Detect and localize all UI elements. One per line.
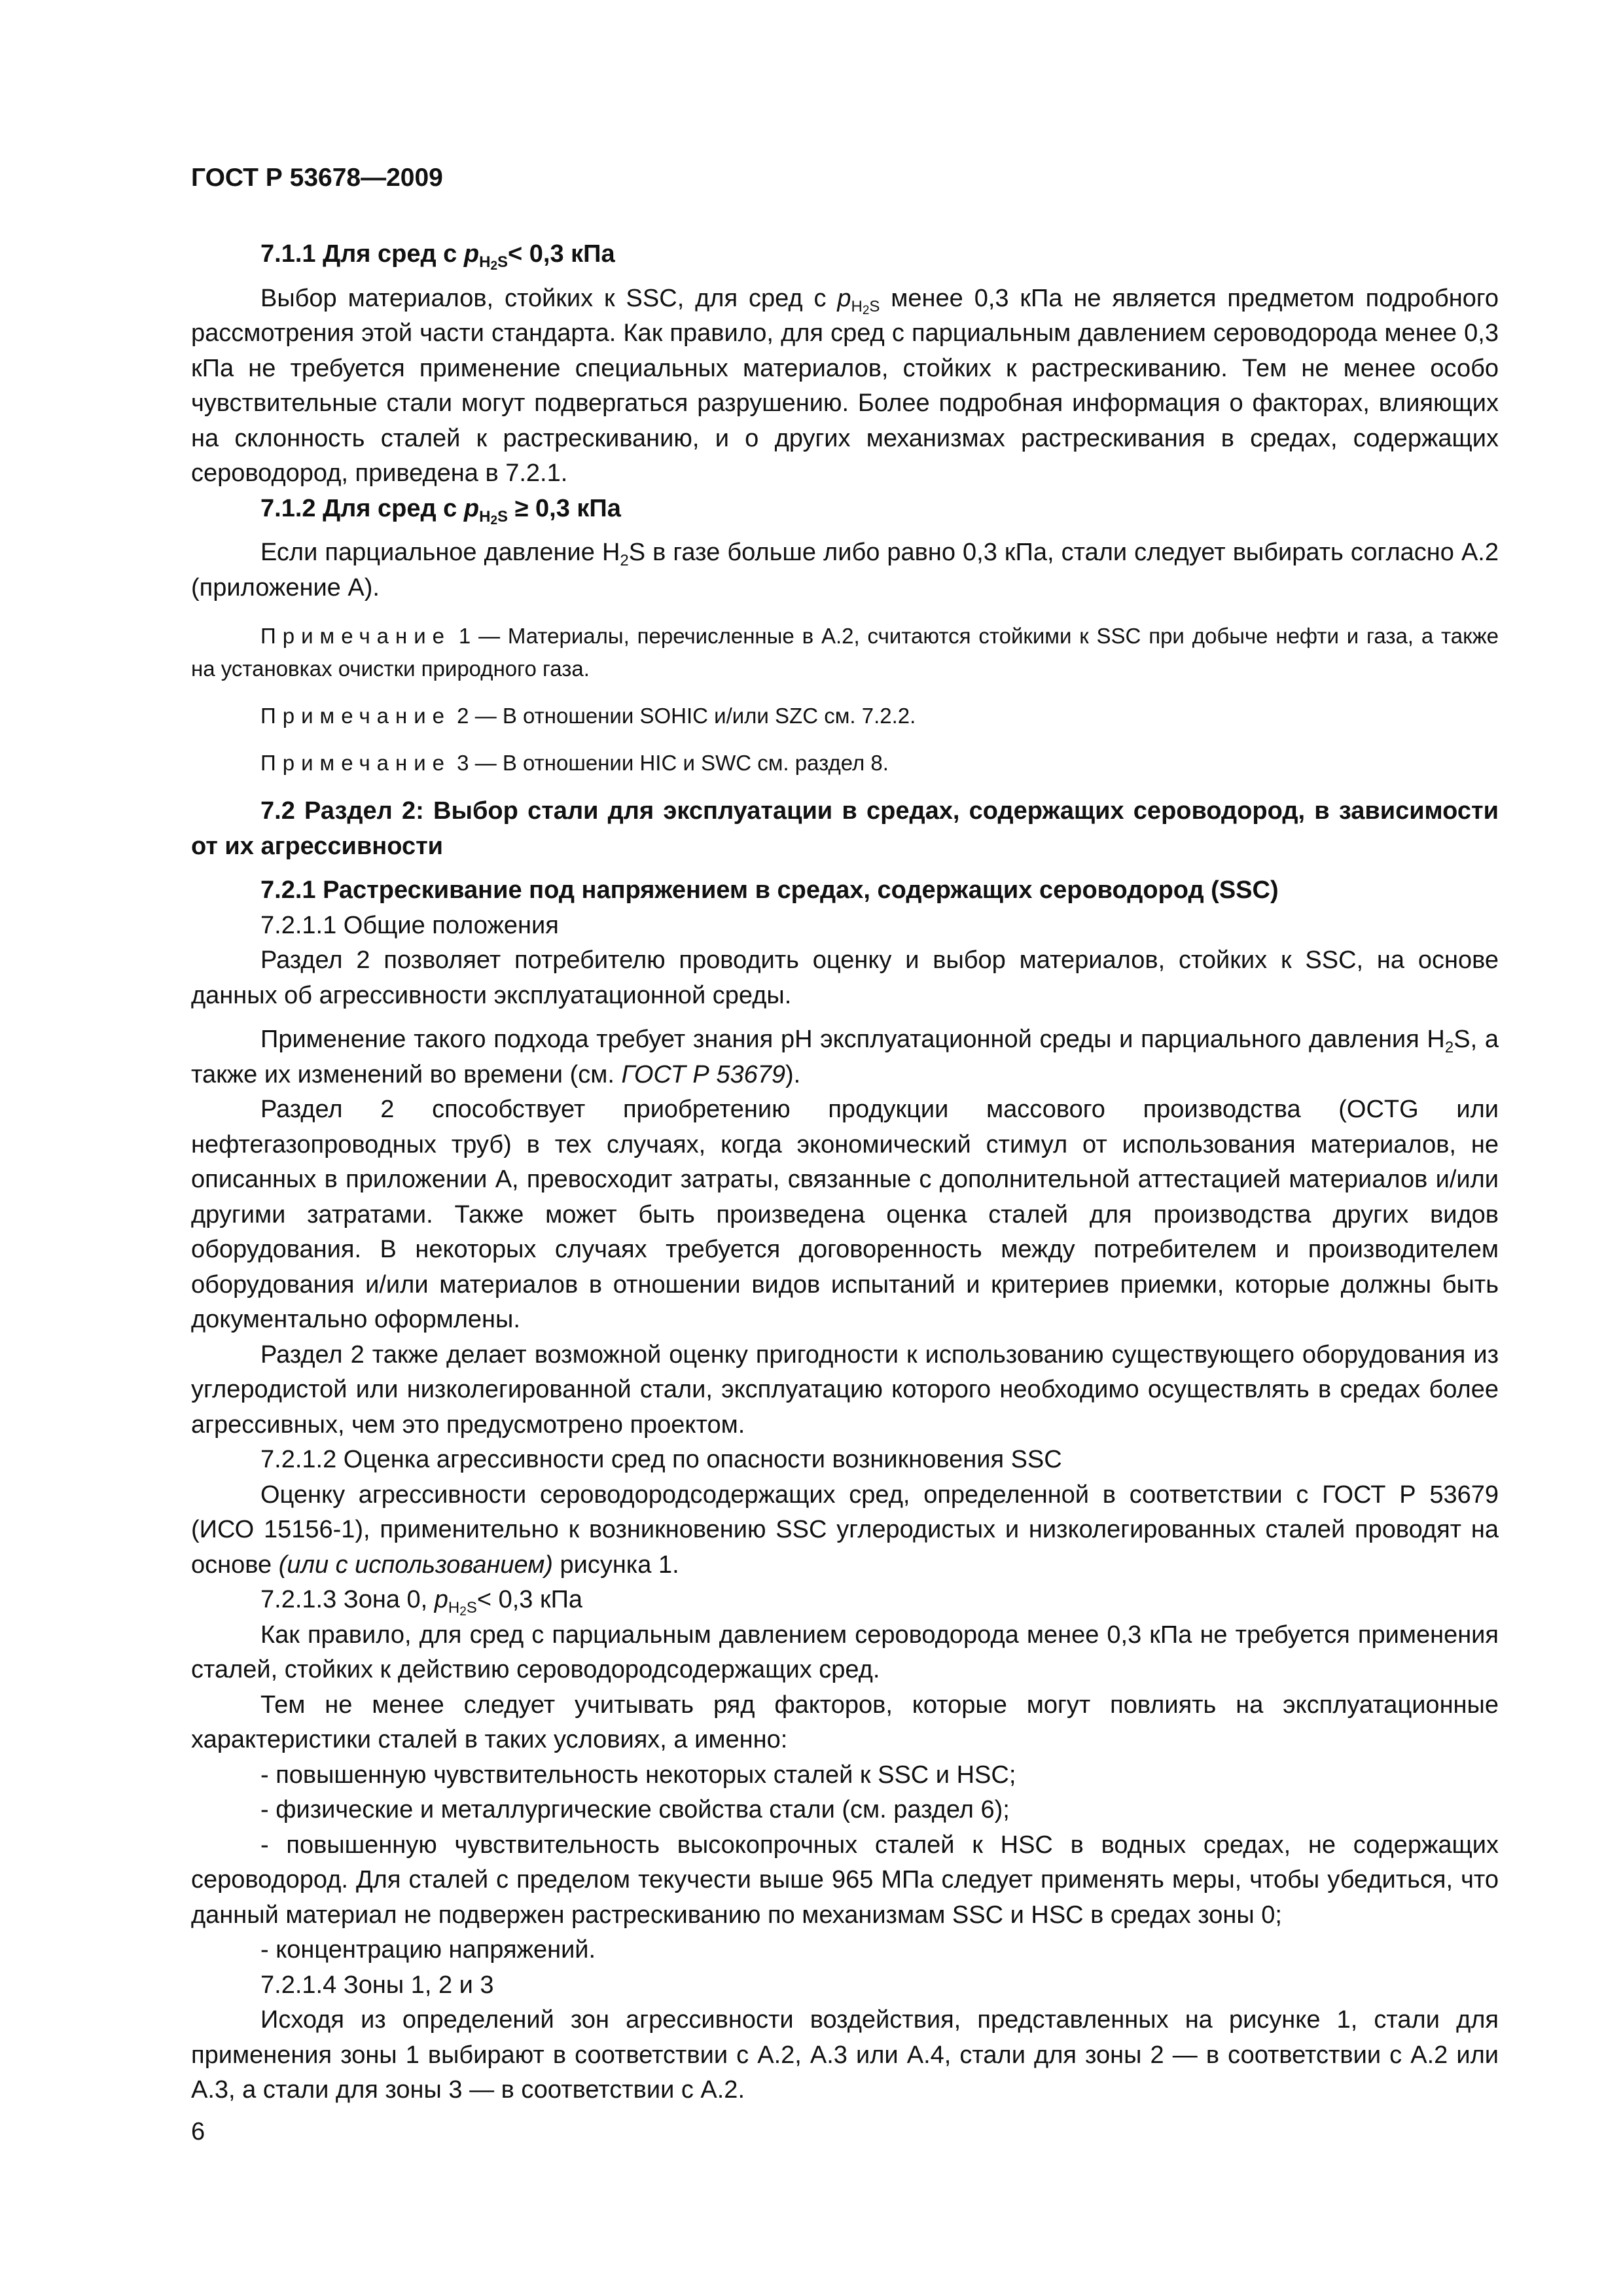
formula-h: H	[479, 253, 491, 271]
formula-p: p	[463, 240, 480, 268]
note-text: 3 — В отношении HIC и SWC см. раздел 8.	[451, 751, 889, 775]
text-run: Выбор материалов, стойких к SSC, для сред с	[260, 284, 838, 312]
formula-2: 2	[490, 513, 498, 528]
note-2	[191, 700, 1499, 732]
paragraph: Как правило, для сред с парциальным давлением сероводорода менее 0,3 кПа не требуется применения сталей, стойких к действию сероводородсодержащих сред.	[191, 1621, 1499, 1683]
text-run-italic: (или с использованием)	[278, 1551, 553, 1579]
heading-text: ≥ 0,3 кПа	[508, 494, 621, 522]
formula-p: p	[837, 284, 851, 312]
heading-text: 7.1.2 Для сред с	[260, 494, 464, 522]
formula-2: 2	[1444, 1039, 1454, 1056]
note-label: Примечание	[260, 624, 452, 648]
heading-7-1-2	[191, 492, 1499, 527]
text-run: < 0,3 кПа	[476, 1586, 583, 1613]
subheading-7-2-1-3	[191, 1583, 1499, 1618]
paragraph: Раздел 2 также делает возможной оценку пригодности к использованию существующего оборудования из углеродистой или низколегированной стали, эксплуатацию которого необходимо осуществлять в средах более агрессивных, чем это предусмотрено проектом.	[191, 1340, 1499, 1439]
subheading-7-2-1-2: 7.2.1.2 Оценка агрессивности сред по опасности возникновения SSC	[260, 1446, 1062, 1473]
note-text: 1 — Материалы, перечисленные в А.2, считаются стойкими к SSC при добыче нефти и газа, а также на установках очистки природного газа.	[191, 624, 1499, 681]
formula-2: 2	[862, 303, 870, 317]
subheading-7-2-1-1: 7.2.1.1 Общие положения	[260, 911, 559, 939]
formula-s: S	[466, 1599, 477, 1617]
document-body	[191, 237, 1499, 2108]
formula-p: p	[463, 494, 480, 522]
formula-p: p	[434, 1586, 448, 1613]
paragraph	[191, 281, 1499, 492]
formula-s: S	[497, 507, 508, 526]
document-header: ГОСТ Р 53678—2009	[191, 164, 443, 192]
subheading-7-2-1-4: 7.2.1.4 Зоны 1, 2 и 3	[260, 1971, 494, 1999]
page-number: 6	[191, 2118, 205, 2145]
text-run: ).	[785, 1060, 801, 1088]
text-run: Оценку агрессивности сероводородсодержащих сред, определенной в соответствии с ГОСТ Р 53679 (ИСО 15156-1), применительно к возникновению SSC углеродистых и низколегированных сталей проводят на основе	[191, 1480, 1499, 1579]
heading-7-2: 7.2 Раздел 2: Выбор стали для эксплуатации в средах, содержащих сероводород, в зависимости от их агрессивности	[191, 797, 1499, 860]
text-run: менее 0,3 кПа не является предметом подробного рассмотрения этой части стандарта. Как правило, для сред с парциальным давлением сероводорода менее 0,3 кПа не требуется применение специальных материалов, стойких к растрескиванию. Тем не менее особо чувствительные стали могут подвергаться разрушению. Более подробная информация о факторах, влияющих на склонность сталей к растрескиванию, и о других механизмах растрескивания в средах, содержащих сероводород, приведена в 7.2.1.	[191, 284, 1499, 487]
formula-2: 2	[459, 1605, 467, 1619]
formula-h: H	[448, 1599, 460, 1617]
formula-s: S	[497, 253, 508, 271]
formula-h: H	[479, 507, 491, 526]
text-run: S, а также их изменений во времени (см.	[191, 1026, 1499, 1088]
formula-2: 2	[490, 259, 498, 273]
text-run: рисунка 1.	[552, 1551, 679, 1579]
heading-text: < 0,3 кПа	[508, 240, 615, 268]
list-item: - концентрацию напряжений.	[260, 1936, 596, 1964]
paragraph: Исходя из определений зон агрессивности воздействия, представленных на рисунке 1, стали для применения зоны 1 выбирают в соответствии с А.2, А.3 или А.4, стали для зоны 2 — в соответствии с А.2 или А.3, а стали для зоны 3 — в соответствии с А.2.	[191, 2006, 1499, 2104]
text-run: Применение такого подхода требует знания pH эксплуатационной среды и парциального давления H	[260, 1026, 1445, 1053]
formula-s: S	[869, 297, 880, 315]
text-run: 7.2.1.3 Зона 0,	[260, 1586, 435, 1613]
note-label: Примечание	[260, 751, 452, 775]
text-run: S в газе больше либо равно 0,3 кПа, стали следует выбирать согласно А.2 (приложение А).	[191, 539, 1499, 601]
paragraph: Раздел 2 способствует приобретению продукции массового производства (OCTG или нефтегазопроводных труб) в тех случаях, когда экономический стимул от использования материалов, не описанных в приложении А, превосходит затраты, связанные с дополнительной аттестацией материалов и/или другими затратами. Также может быть произведена оценка сталей для производства других видов оборудования. В некоторых случаях требуется договоренность между потребителем и производителем оборудования и/или материалов в отношении видов испытаний и критериев приемки, которые должны быть документально оформлены.	[191, 1096, 1499, 1333]
list-item: - повышенную чувствительность высокопрочных сталей к HSC в водных средах, не содержащих сероводород. Для сталей с пределом текучести выше 965 МПа следует применять меры, чтобы убедиться, что данный материал не подвержен растрескиванию по механизмам SSC и HSC в средах зоны 0;	[191, 1831, 1499, 1929]
list-item: - физические и металлургические свойства стали (см. раздел 6);	[260, 1796, 1010, 1823]
note-label: Примечание	[260, 704, 452, 728]
paragraph	[191, 1022, 1499, 1092]
text-run: Если парциальное давление H	[260, 539, 620, 566]
note-3	[191, 747, 1499, 780]
paragraph: Раздел 2 позволяет потребителю проводить оценку и выбор материалов, стойких к SSC, на основе данных об агрессивности эксплуатационной среды.	[191, 946, 1499, 1009]
heading-text: 7.1.1 Для сред с	[260, 240, 464, 268]
paragraph: Тем не менее следует учитывать ряд факторов, которые могут повлиять на эксплуатационные характеристики сталей в таких условиях, а именно:	[191, 1691, 1499, 1753]
formula-2: 2	[620, 552, 629, 569]
list-item: - повышенную чувствительность некоторых сталей к SSC и HSC;	[260, 1761, 1016, 1789]
note-1	[191, 620, 1499, 685]
heading-7-2-1: 7.2.1 Растрескивание под напряжением в средах, содержащих сероводород (SSC)	[260, 876, 1279, 904]
paragraph	[191, 535, 1499, 605]
heading-7-1-1	[191, 237, 1499, 272]
paragraph	[191, 1478, 1499, 1583]
reference-link: ГОСТ Р 53679	[621, 1060, 785, 1088]
note-text: 2 — В отношении SOHIC и/или SZC см. 7.2.2.	[451, 704, 916, 728]
formula-h: H	[851, 297, 863, 315]
